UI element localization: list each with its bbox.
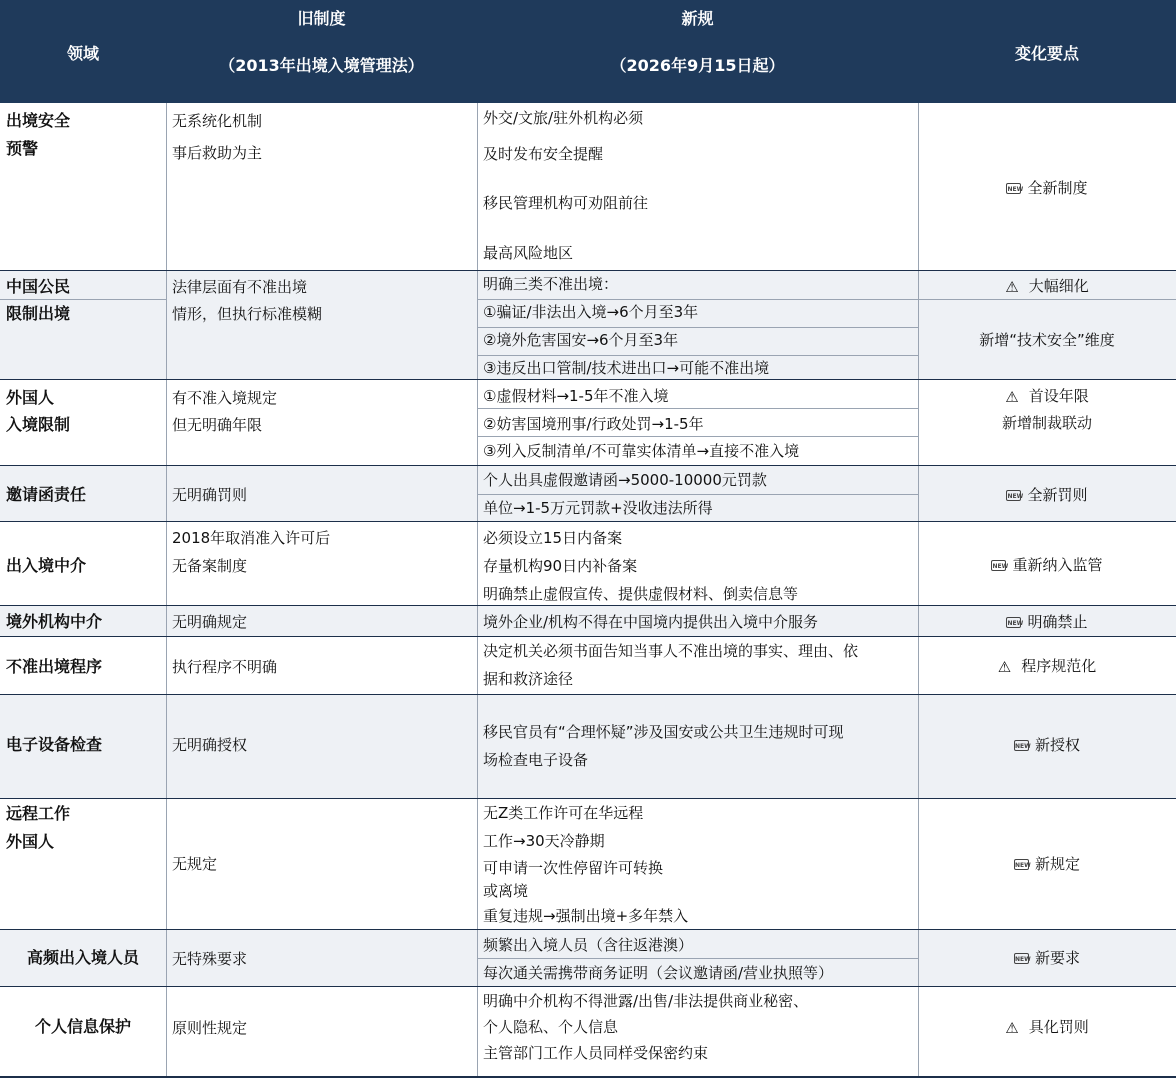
new-rule-cell-line: 存量机构90日内补备案 <box>483 557 638 575</box>
new-rule-cell-line: 明确中介机构不得泄露/出售/非法提供商业秘密、 <box>483 992 809 1010</box>
old-rule-cell-line: 无特殊要求 <box>172 950 248 968</box>
old-rule-cell-line: 有不准入境规定 <box>172 389 278 407</box>
area-cell-line: 境外机构中介 <box>6 612 103 631</box>
area-cell-line: 外国人 <box>6 832 55 851</box>
new-rule-cell-line: 移民官员有“合理怀疑”涉及国安或公共卫生违规时可现 <box>483 723 844 741</box>
table-row <box>0 466 1176 522</box>
new-rule-cell-line: ②妨害国境刑事/行政处罚→1-5年 <box>483 415 704 433</box>
old-rule-cell <box>166 930 477 987</box>
new-rule-cell <box>477 987 918 1077</box>
new-rule-cell-line: 境外企业/机构不得在中国境内提供出入境中介服务 <box>483 613 819 631</box>
new-rule-cell-line: 明确三类不准出境： <box>483 275 619 293</box>
new-rule-cell <box>477 380 918 466</box>
area-cell-line: 预警 <box>6 139 39 158</box>
new-rule-cell-line: 外交/文旅/驻外机构必须 <box>483 109 644 127</box>
change-cell-line: 新规定 <box>1034 855 1080 873</box>
area-cell-line: 电子设备检查 <box>6 735 103 754</box>
new-rule-cell-line: 最高风险地区 <box>483 244 574 262</box>
change-cell-line: 大幅细化 <box>1028 277 1089 295</box>
old-rule-cell <box>166 466 477 522</box>
change-cell <box>918 637 1176 695</box>
new-rule-cell <box>477 271 918 380</box>
old-rule-cell <box>166 695 477 799</box>
old-rule-cell-line: 无系统化机制 <box>172 112 263 130</box>
area-cell-line: 远程工作 <box>6 804 71 823</box>
new-rule-cell-line: ③违反出口管制/技术进出口→可能不准出境 <box>483 359 770 377</box>
new-rule-cell-line: ②境外危害国安→6个月至3年 <box>483 331 679 349</box>
change-cell <box>918 606 1176 637</box>
change-cell-line: 全新罚则 <box>1027 486 1088 504</box>
table-row <box>0 271 1176 380</box>
area-cell <box>0 987 166 1077</box>
old-rule-cell-line: 但无明确年限 <box>172 416 263 434</box>
new-icon: NEW <box>991 560 1006 571</box>
header-old-title: 旧制度 <box>297 9 346 28</box>
new-rule-cell-line: 工作→30天冷静期 <box>483 832 605 850</box>
area-cell-line: 个人信息保护 <box>34 1017 131 1036</box>
new-rule-cell <box>477 103 918 271</box>
table-row <box>0 930 1176 987</box>
header-old <box>166 0 477 103</box>
change-cell <box>918 799 1176 930</box>
change-cell-line: 全新制度 <box>1027 179 1088 197</box>
change-cell <box>918 930 1176 987</box>
new-rule-cell-line: ①骗证/非法出入境→6个月至3年 <box>483 303 699 321</box>
area-cell-line: 出入境中介 <box>6 556 87 575</box>
new-rule-cell-line: 必须设立15日内备案 <box>483 529 623 547</box>
new-rule-cell-line: 据和救济途径 <box>483 670 574 688</box>
change-cell <box>918 987 1176 1077</box>
old-rule-cell <box>166 103 477 271</box>
change-cell-line: 新要求 <box>1034 949 1080 967</box>
change-cell <box>918 695 1176 799</box>
area-cell-line: 不准出境程序 <box>6 657 103 676</box>
new-rule-cell <box>477 466 918 522</box>
new-rule-cell <box>477 695 918 799</box>
new-rule-cell-line: ①虚假材料→1-5年不准入境 <box>483 387 669 405</box>
area-cell <box>0 103 166 271</box>
new-rule-cell-line: 个人隐私、个人信息 <box>483 1018 619 1036</box>
old-rule-cell-line: 无明确规定 <box>172 613 248 631</box>
new-icon: NEW <box>1006 617 1021 628</box>
new-icon: NEW <box>1014 859 1029 870</box>
new-rule-cell-line: 无Z类工作许可在华远程 <box>483 804 644 822</box>
old-rule-cell-line: 执行程序不明确 <box>172 658 278 676</box>
area-cell-line: 出境安全 <box>6 111 71 130</box>
new-rule-cell <box>477 799 918 930</box>
new-rule-cell <box>477 930 918 987</box>
new-rule-cell-line: 可申请一次性停留许可转换 <box>483 859 664 877</box>
warning-icon: ⚠ <box>1005 277 1019 296</box>
area-cell <box>0 637 166 695</box>
old-rule-cell-line: 2018年取消准入许可后 <box>172 529 331 547</box>
change-cell-line: 明确禁止 <box>1027 613 1088 631</box>
area-cell-line: 邀请函责任 <box>6 485 87 504</box>
area-cell <box>0 930 166 987</box>
area-cell <box>0 695 166 799</box>
table-row <box>0 695 1176 799</box>
new-rule-cell-line: 或离境 <box>483 882 529 900</box>
change-cell-line: 新增“技术安全”维度 <box>979 331 1115 349</box>
table-row <box>0 522 1176 606</box>
old-rule-cell-line: 情形，但执行标准模糊 <box>172 305 323 323</box>
header-new <box>477 0 918 103</box>
change-cell <box>918 271 1176 380</box>
new-rule-cell-line: 个人出具虚假邀请函→5000-10000元罚款 <box>483 471 767 489</box>
table-row <box>0 799 1176 930</box>
change-cell-line: 新增制裁联动 <box>1001 414 1092 432</box>
old-rule-cell <box>166 522 477 606</box>
header-area <box>0 0 166 103</box>
change-cell-line: 程序规范化 <box>1021 657 1097 675</box>
change-cell <box>918 522 1176 606</box>
new-rule-cell-line: 决定机关必须书面告知当事人不准出境的事实、理由、依 <box>483 642 859 660</box>
change-cell <box>918 466 1176 522</box>
old-rule-cell-line: 无明确罚则 <box>172 486 248 504</box>
warning-icon: ⚠ <box>1005 1018 1019 1037</box>
area-cell <box>0 522 166 606</box>
new-icon: NEW <box>1006 183 1021 194</box>
old-rule-cell-line: 无规定 <box>172 855 218 873</box>
new-rule-cell-line: 频繁出入境人员（含往返港澳） <box>483 936 694 954</box>
change-cell <box>918 380 1176 466</box>
table-header <box>0 0 1176 103</box>
old-rule-cell <box>166 987 477 1077</box>
old-rule-cell-line: 法律层面有不准出境 <box>172 278 308 296</box>
header-old-subtitle: （2013年出境入境管理法） <box>219 56 424 75</box>
new-rule-cell-line: 主管部门工作人员同样受保密约束 <box>483 1044 709 1062</box>
table-row <box>0 103 1176 271</box>
area-cell <box>0 799 166 930</box>
header-change <box>918 0 1176 103</box>
table-row <box>0 637 1176 695</box>
new-icon: NEW <box>1014 740 1029 751</box>
new-rule-cell <box>477 606 918 637</box>
area-cell-line: 中国公民 <box>6 277 71 296</box>
area-cell <box>0 606 166 637</box>
new-icon: NEW <box>1014 953 1029 964</box>
header-new-subtitle: （2026年9月15日起） <box>610 56 785 75</box>
change-cell-line: 新授权 <box>1034 736 1080 754</box>
area-cell-line: 限制出境 <box>6 304 71 323</box>
old-rule-cell-line: 原则性规定 <box>172 1019 248 1037</box>
header-change-label: 变化要点 <box>1014 44 1079 63</box>
change-cell-line: 具化罚则 <box>1028 1018 1089 1036</box>
old-rule-cell <box>166 637 477 695</box>
new-rule-cell-line: 每次通关需携带商务证明（会议邀请函/营业执照等） <box>483 964 834 982</box>
table-row <box>0 987 1176 1077</box>
table-row <box>0 606 1176 637</box>
old-rule-cell <box>166 606 477 637</box>
new-rule-cell-line: 重复违规→强制出境+多年禁入 <box>483 907 689 925</box>
new-rule-cell-line: 单位→1-5万元罚款+没收违法所得 <box>483 499 713 517</box>
new-rule-cell-line: 移民管理机构可劝阻前往 <box>483 194 649 212</box>
new-rule-cell-line: 明确禁止虚假宣传、提供虚假材料、倒卖信息等 <box>483 585 799 603</box>
change-cell <box>918 103 1176 271</box>
area-cell-line: 入境限制 <box>6 415 71 434</box>
old-rule-cell <box>166 380 477 466</box>
new-rule-cell-line: 场检查电子设备 <box>483 751 589 769</box>
area-cell <box>0 466 166 522</box>
area-cell <box>0 380 166 466</box>
old-rule-cell <box>166 799 477 930</box>
table-row <box>0 380 1176 466</box>
change-cell-line: 重新纳入监管 <box>1012 556 1103 574</box>
old-rule-cell-line: 无备案制度 <box>172 557 248 575</box>
warning-icon: ⚠ <box>997 657 1012 676</box>
new-rule-cell-line: 及时发布安全提醒 <box>483 145 604 163</box>
new-rule-cell-line: ③列入反制清单/不可靠实体清单→直接不准入境 <box>483 442 800 460</box>
warning-icon: ⚠ <box>1005 387 1019 406</box>
new-icon: NEW <box>1006 490 1021 501</box>
area-cell <box>0 271 166 380</box>
header-area-label: 领域 <box>66 44 99 63</box>
header-new-title: 新规 <box>681 9 714 28</box>
area-cell-line: 高频出入境人员 <box>26 948 139 967</box>
change-cell-line: 首设年限 <box>1028 387 1089 405</box>
new-rule-cell <box>477 637 918 695</box>
new-rule-cell <box>477 522 918 606</box>
old-rule-cell <box>166 271 477 380</box>
area-cell-line: 外国人 <box>6 388 55 407</box>
old-rule-cell-line: 无明确授权 <box>172 736 248 754</box>
old-rule-cell-line: 事后救助为主 <box>172 144 263 162</box>
